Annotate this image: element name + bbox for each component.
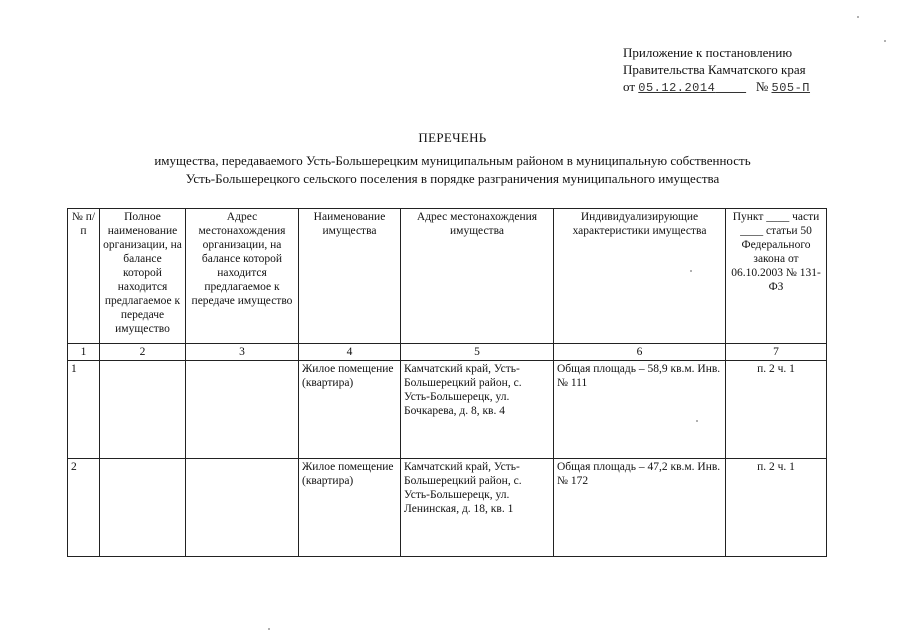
document-title: ПЕРЕЧЕНЬ xyxy=(418,130,487,145)
date-value: 05.12.2014 xyxy=(638,81,716,95)
table-row xyxy=(68,361,827,459)
document-subtitle xyxy=(100,152,805,188)
column-number-row xyxy=(68,344,827,361)
header-line-2: Правительства Камчатского края xyxy=(623,62,806,77)
row-clause: п. 2 ч. 1 xyxy=(726,361,827,459)
row-name: Жилое помещение (квартира) xyxy=(299,459,401,557)
header-org-address: Адрес местонахождения организации, на балансе которой находится предлагаемое к передаче имущество xyxy=(186,209,299,344)
row-name: Жилое помещение (квартира) xyxy=(299,361,401,459)
row-clause: п. 2 ч. 1 xyxy=(726,459,827,557)
number-value: 505-П xyxy=(771,81,811,95)
header-date-line xyxy=(623,78,810,97)
column-number: 7 xyxy=(726,344,827,361)
column-number: 4 xyxy=(299,344,401,361)
scan-speck xyxy=(857,16,859,18)
column-number: 2 xyxy=(100,344,186,361)
scan-speck xyxy=(696,420,698,422)
date-prefix: от xyxy=(623,79,636,94)
table-header-row xyxy=(68,209,827,344)
row-org-address xyxy=(186,459,299,557)
scan-speck xyxy=(268,628,270,630)
header-org: Полное наименование организации, на балансе которой находится предлагаемое к передаче имущество xyxy=(100,209,186,344)
header-name: Наименование имущества xyxy=(299,209,401,344)
number-prefix: № xyxy=(755,79,769,94)
row-org-address xyxy=(186,361,299,459)
row-address: Камчатский край, Усть-Большерецкий район, с. Усть-Большерецк, ул. Бочкарева, д. 8, кв. 4 xyxy=(401,361,554,459)
header-characteristics: Индивидуализирующие характеристики имущества xyxy=(554,209,726,344)
row-org xyxy=(100,361,186,459)
header-num: № п/п xyxy=(68,209,100,344)
column-number: 5 xyxy=(401,344,554,361)
subtitle-line-2: Усть-Большерецкого сельского поселения в порядке разграничения муниципального имущества xyxy=(185,171,720,186)
row-address: Камчатский край, Усть-Большерецкий район, с. Усть-Большерецк, ул. Ленинская, д. 18, кв. 1 xyxy=(401,459,554,557)
table-row xyxy=(68,459,827,557)
header-line-1: Приложение к постановлению xyxy=(623,45,793,60)
column-number: 1 xyxy=(68,344,100,361)
column-number: 6 xyxy=(554,344,726,361)
property-table xyxy=(67,208,827,557)
row-org xyxy=(100,459,186,557)
header-clause: Пункт ____ части ____ статьи 50 Федерального закона от 06.10.2003 № 131-ФЗ xyxy=(726,209,827,344)
document-header xyxy=(623,44,810,97)
subtitle-line-1: имущества, передаваемого Усть-Большерецким муниципальным районом в муниципальную собственность xyxy=(154,153,751,168)
row-num: 1 xyxy=(68,361,100,459)
scan-speck xyxy=(884,40,886,42)
header-address: Адрес местонахождения имущества xyxy=(401,209,554,344)
row-num: 2 xyxy=(68,459,100,557)
row-characteristics: Общая площадь – 58,9 кв.м. Инв. № 111 xyxy=(554,361,726,459)
row-characteristics: Общая площадь – 47,2 кв.м. Инв. № 172 xyxy=(554,459,726,557)
scan-speck xyxy=(690,270,692,272)
column-number: 3 xyxy=(186,344,299,361)
